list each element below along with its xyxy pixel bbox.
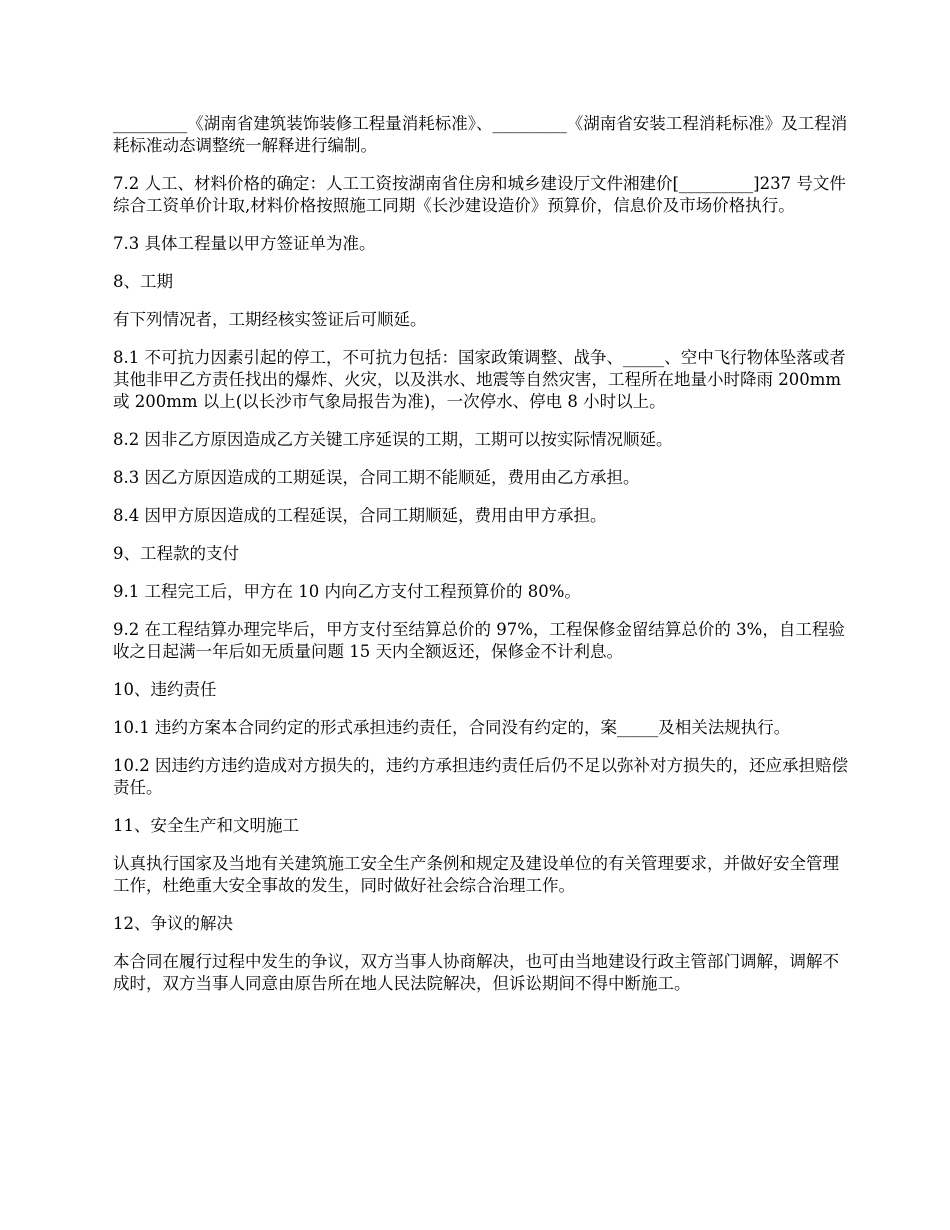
paragraph-10-1: 10.1 违约方案本合同约定的形式承担违约责任，合同没有约定的，案_____及相关法规执行。 bbox=[113, 718, 791, 737]
heading-8: 8、工期 bbox=[113, 272, 173, 291]
document-page bbox=[113, 113, 853, 1011]
paragraph-8-1: 8.1 不可抗力因素引起的停工，不可抗力包括：国家政策调整、战争、_____、空中飞行物体坠落或者其他非甲乙方责任找出的爆炸、火灾，以及洪水、地震等自然灾害，工程所在地量小时降雨 200mm 或 200mm 以上(以长沙市气象局报告为准)，一次停水、停电 8 小时以上。 bbox=[113, 348, 847, 411]
heading-12: 12、争议的解决 bbox=[113, 914, 233, 933]
paragraph-9-2: 9.2 在工程结算办理完毕后，甲方支付至结算总价的 97%，工程保修金留结算总价的 3%，自工程验收之日起满一年后如无质量问题 15 天内全额返还，保修金不计利息。 bbox=[113, 620, 845, 661]
heading-11: 11、安全生产和文明施工 bbox=[113, 816, 299, 835]
paragraph-8-4: 8.4 因甲方原因造成的工程延误，合同工期顺延，费用由甲方承担。 bbox=[113, 506, 607, 525]
paragraph-7-2: 7.2 人工、材料价格的确定：人工工资按湖南省住房和城乡建设厅文件湘建价[_________]237 号文件综合工资单价计取,材料价格按照施工同期《长沙建设造价》预算价，信息价及市场价格执行。 bbox=[113, 174, 846, 215]
paragraph-8-2: 8.2 因非乙方原因造成乙方关键工序延误的工期，工期可以按实际情况顺延。 bbox=[113, 430, 673, 449]
paragraph-9-1: 9.1 工程完工后，甲方在 10 内向乙方支付工程预算价的 80%。 bbox=[113, 582, 581, 601]
paragraph-8-3: 8.3 因乙方原因造成的工期延误，合同工期不能顺延，费用由乙方承担。 bbox=[113, 468, 640, 487]
paragraph-standards: _________《湖南省建筑装饰装修工程量消耗标准》、_________《湖南省安装工程消耗标准》及工程消耗标准动态调整统一解释进行编制。 bbox=[113, 114, 848, 155]
heading-9: 9、工程款的支付 bbox=[113, 544, 239, 563]
paragraph-7-3: 7.3 具体工程量以甲方签证单为准。 bbox=[113, 234, 376, 253]
paragraph-11: 认真执行国家及当地有关建筑施工安全生产条例和规定及建设单位的有关管理要求，并做好安全管理工作，杜绝重大安全事故的发生，同时做好社会综合治理工作。 bbox=[113, 854, 839, 895]
paragraph-12: 本合同在履行过程中发生的争议，双方当事人协商解决，也可由当地建设行政主管部门调解，调解不成时，双方当事人同意由原告所在地人民法院解决，但诉讼期间不得中断施工。 bbox=[113, 952, 839, 993]
paragraph-8-intro: 有下列情况者，工期经核实签证后可顺延。 bbox=[113, 310, 427, 329]
paragraph-10-2: 10.2 因违约方违约造成对方损失的，违约方承担违约责任后仍不足以弥补对方损失的，还应承担赔偿责任。 bbox=[113, 756, 848, 797]
heading-10: 10、违约责任 bbox=[113, 680, 217, 699]
